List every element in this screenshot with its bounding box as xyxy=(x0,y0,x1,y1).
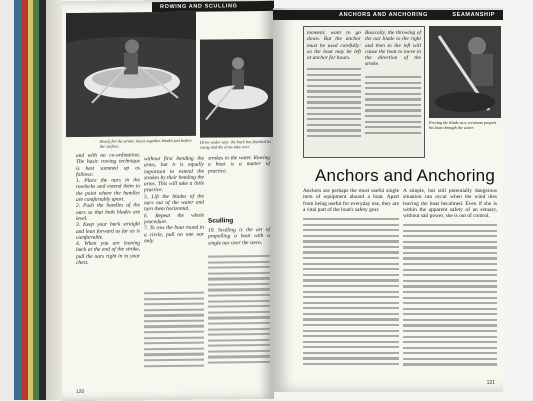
left-col-1-step: 3. Keep your back straight and lean forward as far as is comfortable. xyxy=(76,221,140,241)
left-page-header: ROWING AND SCULLING xyxy=(152,1,274,12)
body-col-1: Anchors are perhaps the most useful single item of equipment aboard a boat. Apart from being useful for everyday use, they are a vital part of the boat's safety gear. xyxy=(303,188,399,213)
right-page xyxy=(273,8,503,392)
right-page-number: 121 xyxy=(486,380,495,386)
left-col-3-steps xyxy=(208,227,270,247)
left-col-2-step: 6. Repeat the whole procedure. xyxy=(144,212,204,226)
left-col-1-step: 1. Place the oars in the rowlocks and extend them to the point where the handles are comfortably apart. xyxy=(76,177,140,204)
left-col-2-text: without first bending the arms, but it is equally important to extend the strokes by their bending the arms. This will take a little practice. xyxy=(144,155,204,194)
section-title: Anchors and Anchoring xyxy=(315,166,495,185)
book-edges xyxy=(0,0,70,400)
intro-col-1: moment, want to go down. But the anchor must be used carefully: as the boat may be left at anchor for hours. xyxy=(307,30,361,62)
intro-col-2-filler xyxy=(365,76,421,137)
left-page-number: 120 xyxy=(76,388,85,395)
left-col-1 xyxy=(76,152,140,266)
body-col-1-filler xyxy=(303,218,399,369)
photo-rowing-stroke xyxy=(200,39,274,138)
photo-sculling xyxy=(429,26,501,118)
left-col-3-step: 10. Sculling is the art of propelling a boat with a single oar over the stern. xyxy=(208,226,270,247)
left-col-2 xyxy=(144,156,204,245)
intro-col-1-filler xyxy=(307,68,361,141)
caption-1: Ready for the stroke: knees together, blades just before the surface. xyxy=(100,137,192,149)
left-page xyxy=(62,0,274,401)
photo-caption: Freeing the blade as a crewman propels his boat through the water. xyxy=(429,120,497,130)
left-col-2-step: 7. To row the boat round in a circle, pull on one oar only. xyxy=(144,224,204,245)
left-col-3-filler xyxy=(208,255,270,367)
intro-col-2: Basically, the throwing of the oar blade to the right and then to the left will cause the boat to move in the direction of the stroke. xyxy=(365,30,421,68)
left-col-2-filler xyxy=(144,292,204,371)
left-col-3-text: strokes in the water. Rowing a boat is a matter of practice. xyxy=(208,154,270,175)
caption-2: Drive under way: the back has finished its swing and the arms take over. xyxy=(200,138,271,150)
sculling-subhead: Sculling xyxy=(208,217,234,225)
right-header-title: ANCHORS AND ANCHORING xyxy=(339,12,428,18)
left-col-1-lead: and with no co-ordination. The basic rowing technique is best summed up as follows: xyxy=(76,152,140,178)
left-col-2-step: 5. Lift the blades of the oars out of the water and turn them horizontal. xyxy=(144,193,204,213)
left-col-3 xyxy=(208,155,270,175)
photo-rowing-boat xyxy=(66,12,196,137)
body-col-2: A simple, but still potentially dangerous situation can occur when the wind dies leaving the boat becalmed. Even if she is within the apparent safety of an estuary, without sail power, she is out of control. xyxy=(403,188,497,220)
right-page-header xyxy=(273,10,503,20)
left-col-1-step: 2. Push the handles of the oars so that both blades are level. xyxy=(76,202,140,222)
right-header-section: SEAMANSHIP xyxy=(452,12,495,18)
left-col-1-step: 4. When you are leaning back at the end of the stroke, pull the oars right in to your chest. xyxy=(76,240,140,267)
body-col-2-filler xyxy=(403,224,497,369)
